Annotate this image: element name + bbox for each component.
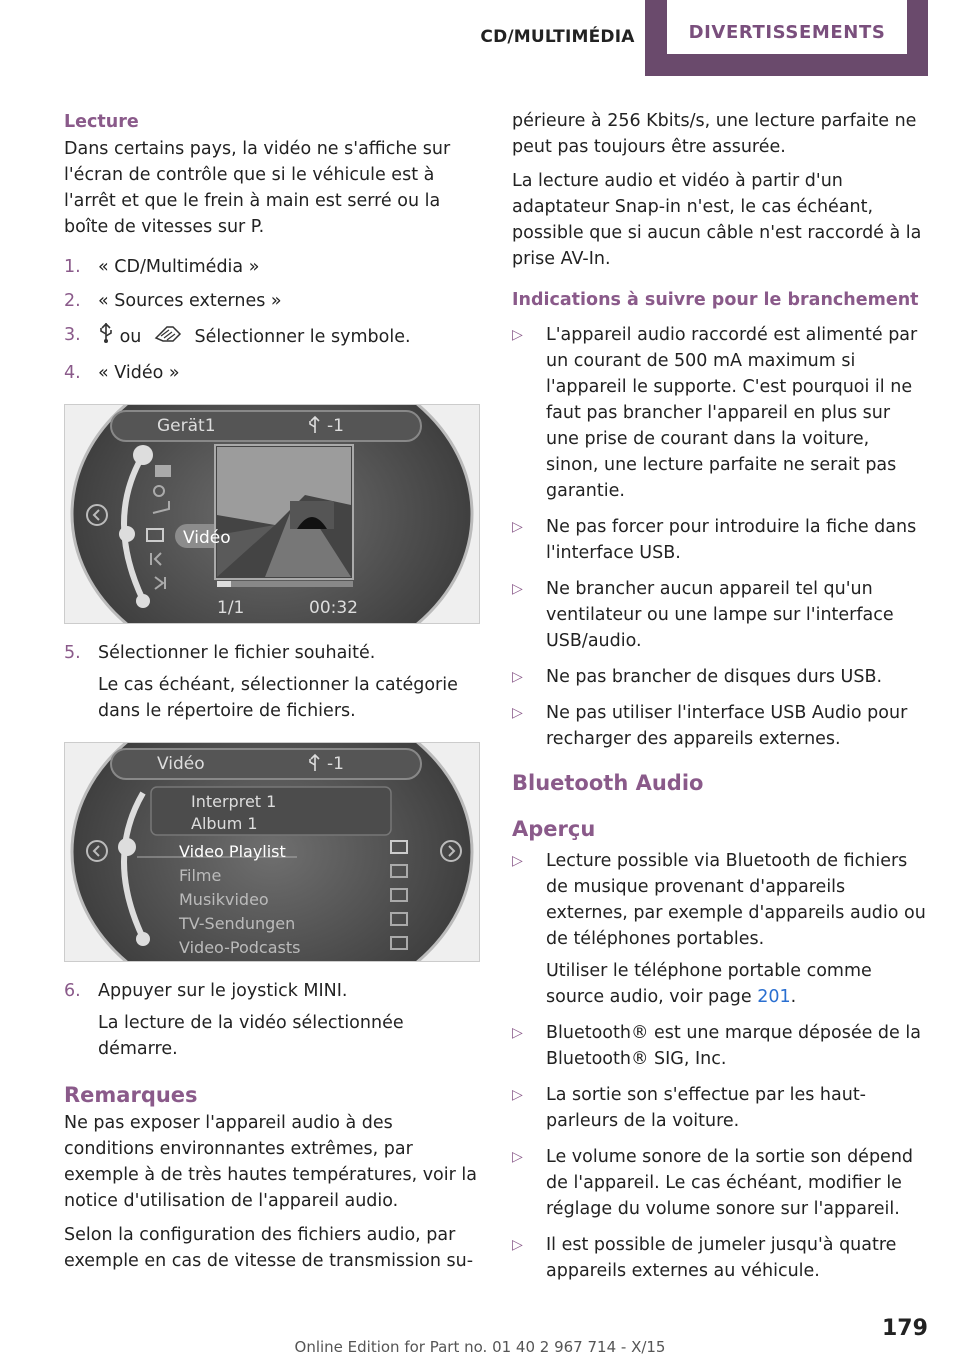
triangle-bullet-icon: ▷: [512, 705, 523, 721]
triangle-bullet-icon: ▷: [512, 519, 523, 535]
indications-heading: Indications à suivre pour le branchement: [512, 290, 919, 310]
list-item: ▷ Le volume sonore de la sortie son dépend de l'appareil. Le cas échéant, modifier le réglage du volume sonore sur l'appareil.: [512, 1144, 926, 1222]
triangle-bullet-icon: ▷: [512, 581, 523, 597]
file-list-item: Video-Podcasts: [179, 938, 301, 957]
chapter-tab-label: DIVERTISSEMENTS: [667, 0, 907, 54]
lecture-text: Dans certains pays, la vidéo ne s'affiche sur l'écran de contrôle que si le véhicule est à l'arrêt et que le frein à main est serré ou la boîte de vitesses sur P.: [64, 139, 451, 237]
paragraph: périeure à 256 Kbits/s, une lecture parfaite ne peut pas toujours être assurée.: [512, 111, 917, 157]
list-item: 1. « CD/Multimédia »: [64, 257, 260, 277]
triangle-bullet-icon: ▷: [512, 1025, 523, 1041]
info-interpret: Interpret 1: [191, 792, 277, 811]
list-item: ▷ Bluetooth® est une marque déposée de la Bluetooth® SIG, Inc.: [512, 1020, 926, 1072]
file-list-item: Video Playlist: [179, 842, 286, 861]
triangle-bullet-icon: ▷: [512, 853, 523, 869]
remarques-paragraph: Ne pas exposer l'appareil audio à des conditions environnantes extrêmes, par exemple à de très hautes températures, voir la notice d'utilisation de l'appareil audio.: [64, 1113, 477, 1211]
list-item: 3. ou Sélectionner le symbole.: [64, 322, 479, 352]
right-column: [512, 108, 926, 1294]
bluetooth-heading: Bluetooth Audio: [512, 771, 704, 795]
list-item: 6. Appuyer sur le joystick MINI. La lecture de la vidéo sélectionnée démarre.: [64, 981, 404, 1059]
file-list-item: TV-Sendungen: [179, 914, 296, 933]
chapter-tab[interactable]: [645, 0, 928, 76]
list-item: ▷ La sortie son s'effectue par les haut-parleurs de la voiture.: [512, 1082, 926, 1134]
page-reference-link[interactable]: 201: [757, 987, 791, 1007]
list-item: 4. « Vidéo »: [64, 363, 180, 383]
paragraph: La lecture audio et vidéo à partir d'un adaptateur Snap-in n'est, le cas échéant, possible que si aucun câble n'est raccordé à la prise AV-In.: [512, 171, 922, 269]
selected-item-label: Vidéo: [183, 528, 231, 548]
audio-video-icon: [153, 322, 183, 352]
triangle-bullet-icon: ▷: [512, 1237, 523, 1253]
triangle-bullet-icon: ▷: [512, 327, 523, 343]
usb-number: -1: [327, 754, 344, 774]
list-item: ▷ Ne pas brancher de disques durs USB.: [512, 664, 926, 690]
remarques-paragraph: Selon la configuration des fichiers audio, par exemple en cas de vitesse de transmission su-: [64, 1225, 474, 1271]
list-item: 5. Sélectionner le fichier souhaité. Le cas échéant, sélectionner la catégorie dans le répertoire de fichiers.: [64, 643, 458, 721]
track-counter: 1/1: [217, 598, 245, 618]
list-item: ▷ L'appareil audio raccordé est alimenté par un courant de 500 mA maximum si l'appareil le supporte. C'est pourquoi il ne faut pas brancher l'appareil en plus sur une prise de courant dans la voiture, sinon, une lecture parfaite ne serait pas garantie.: [512, 322, 926, 504]
usb-icon: [98, 322, 114, 352]
triangle-bullet-icon: ▷: [512, 669, 523, 685]
section-header: CD/MULTIMÉDIA: [480, 27, 635, 47]
video-screen-image: [64, 404, 480, 624]
list-item: ▷ Lecture possible via Bluetooth de fichiers de musique provenant d'appareils externes, par exemple d'appareils audio ou de téléphones portables. Utiliser le téléphone portable comme source audio, voir page 201.: [512, 848, 926, 1010]
lecture-heading: Lecture: [64, 112, 139, 132]
time-readout: 00:32: [309, 598, 358, 618]
usb-number: -1: [327, 416, 344, 436]
remarques-heading: Remarques: [64, 1083, 198, 1107]
file-list-item: Musikvideo: [179, 890, 269, 909]
device-label: Gerät1: [157, 416, 216, 436]
footer-edition: Online Edition for Part no. 01 40 2 967 714 - X/15: [294, 1338, 666, 1356]
screen-title: Vidéo: [157, 754, 205, 774]
left-column: [64, 108, 479, 1282]
triangle-bullet-icon: ▷: [512, 1087, 523, 1103]
list-item: ▷ Ne pas forcer pour introduire la fiche dans l'interface USB.: [512, 514, 926, 566]
file-list-item: Filme: [179, 866, 222, 885]
list-item: ▷ Ne brancher aucun appareil tel qu'un ventilateur ou une lampe sur l'interface USB/audio.: [512, 576, 926, 654]
list-item: ▷ Il est possible de jumeler jusqu'à quatre appareils externes au véhicule.: [512, 1232, 926, 1284]
triangle-bullet-icon: ▷: [512, 1149, 523, 1165]
list-item: ▷ Ne pas utiliser l'interface USB Audio pour recharger des appareils externes.: [512, 700, 926, 752]
info-album: Album 1: [191, 814, 258, 833]
apercu-heading: Aperçu: [512, 817, 596, 841]
page-number: 179: [882, 1316, 928, 1341]
list-item: 2. « Sources externes »: [64, 291, 282, 311]
file-list-screen-image: [64, 742, 480, 962]
